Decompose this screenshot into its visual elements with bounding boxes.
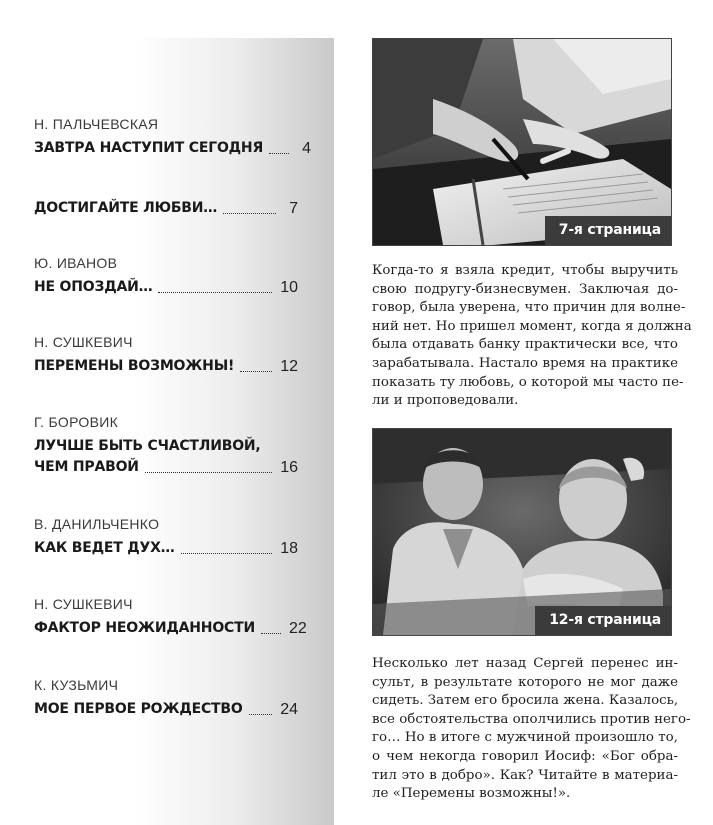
toc-leader-dots (261, 633, 281, 634)
toc-page-number: 18 (280, 540, 298, 557)
toc-page-number: 16 (280, 459, 298, 476)
contract-signing-image (373, 39, 671, 245)
page-reference-label: 7-я страница (545, 216, 671, 245)
toc-title[interactable]: ЗАВТРА НАСТУПИТ СЕГОДНЯ (34, 140, 264, 156)
photo-contract-signing[interactable] (372, 38, 672, 246)
text-line: тил это в добро». Как? Читайте в материа- (372, 767, 678, 783)
baptism-image (373, 429, 671, 635)
toc-entry[interactable] (34, 596, 307, 639)
toc-entry[interactable] (34, 516, 298, 559)
toc-leader-dots (249, 714, 273, 715)
toc-leader-dots (240, 371, 272, 372)
toc-page-number: 12 (280, 358, 298, 375)
toc-title[interactable]: ФАКТОР НЕОЖИДАННОСТИ (34, 620, 255, 636)
toc-page-number: 24 (280, 701, 298, 718)
text-line: показать ту любовь, о которой мы часто пе- (372, 374, 684, 390)
toc-entry[interactable] (34, 414, 298, 478)
toc-entry[interactable] (34, 176, 298, 219)
text-line: все обстоятельства ополчились против него- (372, 711, 691, 727)
text-line: ний нет. Но пришел момент, когда я должна (372, 318, 692, 334)
toc-leader-dots (269, 153, 289, 154)
text-line: свою подругу-бизнесвумен. Заключая до- (372, 281, 678, 297)
toc-title[interactable]: ПЕРЕМЕНЫ ВОЗМОЖНЫ! (34, 358, 235, 374)
toc-entry[interactable] (34, 334, 298, 377)
toc-author: К. КУЗЬМИЧ (34, 677, 119, 693)
text-line: сидеть. Затем его бросила жена. Казалось, (372, 693, 679, 709)
text-line: го… Но в итоге с мужчиной произошло то, (372, 730, 678, 746)
article-teaser-1 (372, 262, 692, 411)
toc-entry[interactable] (34, 677, 298, 720)
text-line: ле «Перемены возможны!». (372, 786, 571, 802)
toc-leader-dots (145, 472, 272, 473)
toc-title[interactable]: МОЕ ПЕРВОЕ РОЖДЕСТВО (34, 701, 243, 717)
text-line: говор, была уверена, что причин для волне- (372, 300, 686, 316)
page-reference-label: 12-я страница (535, 606, 671, 635)
toc-leader-dots (181, 553, 273, 554)
toc-page-number: 7 (289, 200, 298, 217)
toc-author (34, 176, 298, 192)
toc-page-number: 4 (302, 140, 312, 157)
toc-title[interactable]: НЕ ОПОЗДАЙ… (34, 279, 153, 295)
photo-baptism[interactable] (372, 428, 672, 636)
toc-leader-dots (223, 213, 276, 214)
toc-author: Н. ПАЛЬЧЕВСКАЯ (34, 116, 159, 132)
toc-title[interactable]: ДОСТИГАЙТЕ ЛЮБВИ… (34, 200, 218, 216)
text-line: ли и проповедовали. (372, 393, 519, 409)
toc-title-line-1[interactable]: ЛУЧШЕ БЫТЬ СЧАСТЛИВОЙ, (34, 438, 261, 454)
toc-page-number: 22 (288, 620, 307, 637)
text-line: зарабатывала. Настало время на практике (372, 355, 678, 371)
toc-author: Н. СУШКЕВИЧ (34, 334, 133, 350)
toc-author: Г. БОРОВИК (34, 414, 119, 430)
toc-entry[interactable] (34, 255, 298, 298)
toc-entry[interactable] (34, 116, 312, 159)
text-line: сульт, в результате которого не мог даже (372, 674, 678, 690)
toc-author: Н. СУШКЕВИЧ (34, 596, 133, 612)
toc-author: Ю. ИВАНОВ (34, 255, 118, 271)
toc-page-number: 10 (280, 279, 298, 296)
toc-leader-dots (158, 292, 272, 293)
text-line: о чем некогда говорил Иосиф: «Бог обра- (372, 748, 678, 764)
toc-title[interactable]: КАК ВЕДЕТ ДУХ… (34, 540, 175, 556)
toc-author: В. ДАНИЛЬЧЕНКО (34, 516, 160, 532)
toc-title-line-2[interactable]: ЧЕМ ПРАВОЙ (34, 459, 139, 475)
text-line: была отдавать банку практически все, что (372, 337, 678, 353)
text-line: Когда-то я взяла кредит, чтобы выручить (372, 263, 678, 278)
text-line: Несколько лет назад Сергей перенес ин- (372, 656, 678, 671)
article-teaser-2 (372, 655, 691, 804)
